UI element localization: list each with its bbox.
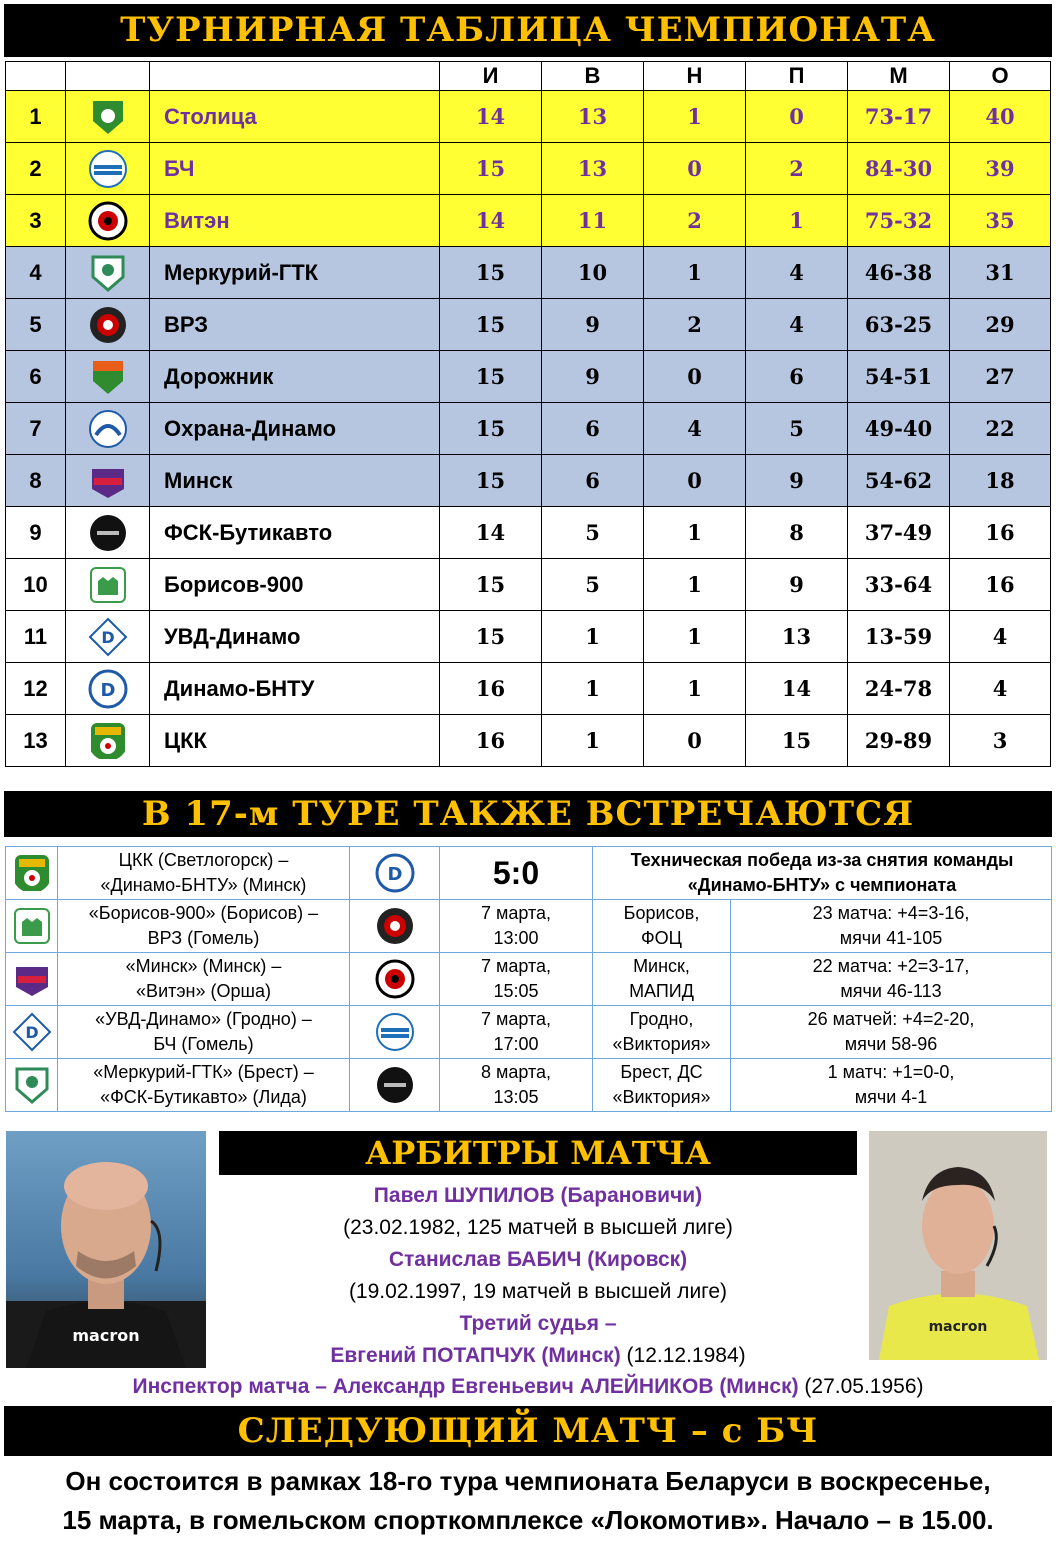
team-name: УВД-Динамо xyxy=(150,611,440,663)
drawn: 1 xyxy=(644,611,746,663)
position: 5 xyxy=(6,299,66,351)
drawn: 4 xyxy=(644,403,746,455)
bch-logo-cell xyxy=(350,1006,440,1059)
won: 10 xyxy=(542,247,644,299)
team-name: Меркурий-ГТК xyxy=(150,247,440,299)
won: 13 xyxy=(542,143,644,195)
won: 9 xyxy=(542,299,644,351)
standings-row xyxy=(6,299,1051,351)
team-name: Дорожник xyxy=(150,351,440,403)
match-stat-line1: 1 матч: +1=0-0, xyxy=(827,1062,955,1082)
points: 18 xyxy=(950,455,1051,507)
standings-row xyxy=(6,403,1051,455)
match-teams xyxy=(58,953,350,1006)
viten-logo-cell xyxy=(350,953,440,1006)
position: 1 xyxy=(6,91,66,143)
match-where xyxy=(593,953,731,1006)
match-date: 7 марта, xyxy=(480,956,552,976)
played: 14 xyxy=(440,507,542,559)
ckk-logo-cell xyxy=(6,847,58,900)
match-city: Гродно, xyxy=(629,1009,694,1029)
dorozhnik-logo-icon xyxy=(66,357,149,397)
match-stat-line1: 23 матча: +4=3-16, xyxy=(812,903,970,923)
played: 14 xyxy=(440,91,542,143)
header-won: В xyxy=(542,62,644,91)
lost: 14 xyxy=(746,663,848,715)
goals: 63-25 xyxy=(848,299,950,351)
team-logo xyxy=(66,247,150,299)
match-where xyxy=(593,1059,731,1112)
svg-text:D: D xyxy=(387,864,402,885)
team-logo xyxy=(66,91,150,143)
points: 4 xyxy=(950,663,1051,715)
match-city: Борисов, xyxy=(623,903,700,923)
goals: 33-64 xyxy=(848,559,950,611)
position: 12 xyxy=(6,663,66,715)
lost: 8 xyxy=(746,507,848,559)
lost: 0 xyxy=(746,91,848,143)
points: 27 xyxy=(950,351,1051,403)
borisov-logo-icon xyxy=(12,906,52,946)
next-match-title: СЛЕДУЮЩИЙ МАТЧ – с БЧ xyxy=(4,1406,1052,1456)
drawn: 2 xyxy=(644,195,746,247)
match-row-2 xyxy=(6,953,1052,1006)
third-referee-name: Евгений ПОТАПЧУК (Минск) xyxy=(330,1344,621,1367)
match-teams xyxy=(58,1006,350,1059)
team-name: БЧ xyxy=(150,143,440,195)
match-teams xyxy=(58,1059,350,1112)
svg-text:D: D xyxy=(24,1023,39,1042)
points: 39 xyxy=(950,143,1051,195)
position: 11 xyxy=(6,611,66,663)
svg-text:D: D xyxy=(100,627,115,647)
inspector xyxy=(60,1371,996,1403)
match-time: 13:00 xyxy=(493,928,539,948)
match-row-first xyxy=(6,847,1052,900)
match-stat-line2: мячи 41-105 xyxy=(839,928,943,948)
match-time: 15:05 xyxy=(493,981,539,1001)
vrz-logo-icon xyxy=(66,305,149,345)
minsk-logo-cell xyxy=(6,953,58,1006)
standings-row xyxy=(6,91,1051,143)
won: 1 xyxy=(542,611,644,663)
lost: 4 xyxy=(746,247,848,299)
team-logo xyxy=(66,663,150,715)
butikavto-logo-cell xyxy=(350,1059,440,1112)
uvd-logo-icon xyxy=(66,617,149,657)
match-where xyxy=(593,900,731,953)
third-referee-date: (12.12.1984) xyxy=(620,1344,746,1367)
played: 15 xyxy=(440,247,542,299)
referee-photo-right xyxy=(869,1131,1047,1360)
drawn: 2 xyxy=(644,299,746,351)
goals: 54-62 xyxy=(848,455,950,507)
referee-1-info: (23.02.1982, 125 матчей в высшей лиге) xyxy=(343,1216,733,1239)
lost: 6 xyxy=(746,351,848,403)
position: 9 xyxy=(6,507,66,559)
match-date: 7 марта, xyxy=(480,1009,552,1029)
standings-row xyxy=(6,507,1051,559)
goals: 29-89 xyxy=(848,715,950,767)
match-when xyxy=(440,953,593,1006)
lost: 9 xyxy=(746,559,848,611)
goals: 46-38 xyxy=(848,247,950,299)
standings-row xyxy=(6,247,1051,299)
played: 15 xyxy=(440,299,542,351)
round-matches-table xyxy=(5,846,1052,1112)
match-stat xyxy=(731,1059,1052,1112)
drawn: 1 xyxy=(644,247,746,299)
team-name: Борисов-900 xyxy=(150,559,440,611)
svg-text:D: D xyxy=(100,679,115,701)
standings-row xyxy=(6,663,1051,715)
dinamo-bntu-logo-cell xyxy=(350,847,440,900)
team-logo xyxy=(66,611,150,663)
match-city: Минск, xyxy=(633,956,690,976)
standings-row xyxy=(6,455,1051,507)
won: 5 xyxy=(542,507,644,559)
played: 16 xyxy=(440,663,542,715)
match-teams-line2: ВРЗ (Гомель) xyxy=(147,928,260,948)
match-note xyxy=(593,847,1052,900)
drawn: 0 xyxy=(644,351,746,403)
match-row-1 xyxy=(6,900,1052,953)
played: 15 xyxy=(440,403,542,455)
played: 14 xyxy=(440,195,542,247)
bch-logo-icon xyxy=(66,149,149,189)
team-logo xyxy=(66,351,150,403)
position: 3 xyxy=(6,195,66,247)
standings-row xyxy=(6,143,1051,195)
played: 15 xyxy=(440,611,542,663)
match-teams-line2: «ФСК-Бутикавто» (Лида) xyxy=(100,1087,307,1107)
butikavto-logo-icon xyxy=(66,513,149,553)
match-teams xyxy=(58,847,350,900)
played: 15 xyxy=(440,351,542,403)
merkuriy-logo-icon xyxy=(66,253,149,293)
photo-right-brand: macron xyxy=(928,1319,988,1335)
played: 15 xyxy=(440,559,542,611)
header-pos xyxy=(6,62,66,91)
won: 9 xyxy=(542,351,644,403)
match-row-4 xyxy=(6,1059,1052,1112)
merkuriy-logo-icon xyxy=(12,1065,52,1105)
match-time: 17:00 xyxy=(493,1034,539,1054)
points: 22 xyxy=(950,403,1051,455)
third-referee-label: Третий судья – xyxy=(459,1312,617,1335)
won: 13 xyxy=(542,91,644,143)
lost: 4 xyxy=(746,299,848,351)
team-logo xyxy=(66,507,150,559)
match-stat-line1: 22 матча: +2=3-17, xyxy=(812,956,970,976)
points: 16 xyxy=(950,507,1051,559)
merkuriy-logo-cell xyxy=(6,1059,58,1112)
goals: 84-30 xyxy=(848,143,950,195)
borisov-logo-cell xyxy=(6,900,58,953)
dinamo-bntu-logo-icon xyxy=(66,669,149,709)
team-logo xyxy=(66,403,150,455)
position: 2 xyxy=(6,143,66,195)
match-time: 13:05 xyxy=(493,1087,539,1107)
uvd-dinamo-logo-icon xyxy=(12,1012,52,1052)
position: 13 xyxy=(6,715,66,767)
match-stat-line2: мячи 58-96 xyxy=(844,1034,938,1054)
viten-logo-icon xyxy=(375,959,415,999)
points: 4 xyxy=(950,611,1051,663)
played: 15 xyxy=(440,143,542,195)
drawn: 1 xyxy=(644,91,746,143)
match-when xyxy=(440,1059,593,1112)
inspector-date: (27.05.1956) xyxy=(798,1375,924,1398)
played: 16 xyxy=(440,715,542,767)
referee-portrait-right-icon xyxy=(869,1131,1047,1360)
next-match-line2: 15 марта, в гомельском спорткомплексе «Локомотив». Начало – в 15.00. xyxy=(62,1505,994,1535)
referee-1-name: Павел ШУПИЛОВ (Барановичи) xyxy=(373,1184,703,1207)
match-note-line1: Техническая победа из-за снятия команды xyxy=(630,850,1014,870)
minsk-logo-icon xyxy=(12,959,52,999)
drawn: 1 xyxy=(644,507,746,559)
match-stat-line1: 26 матчей: +4=2-20, xyxy=(807,1009,975,1029)
won: 5 xyxy=(542,559,644,611)
standings-row xyxy=(6,195,1051,247)
team-logo xyxy=(66,559,150,611)
drawn: 1 xyxy=(644,663,746,715)
bch-logo-icon xyxy=(375,1012,415,1052)
team-logo xyxy=(66,299,150,351)
match-teams-line1: «УВД-Динамо» (Гродно) – xyxy=(95,1009,312,1029)
match-when xyxy=(440,900,593,953)
standings-title: ТУРНИРНАЯ ТАБЛИЦА ЧЕМПИОНАТА xyxy=(4,4,1052,57)
position: 4 xyxy=(6,247,66,299)
standings-row xyxy=(6,715,1051,767)
header-team xyxy=(150,62,440,91)
position: 7 xyxy=(6,403,66,455)
match-teams-line2: «Витэн» (Орша) xyxy=(136,981,271,1001)
drawn: 0 xyxy=(644,143,746,195)
borisov-logo-icon xyxy=(66,565,149,605)
points: 29 xyxy=(950,299,1051,351)
dinamo-logo-icon xyxy=(375,853,415,893)
goals: 75-32 xyxy=(848,195,950,247)
match-date: 8 марта, xyxy=(480,1062,552,1082)
standings-row xyxy=(6,611,1051,663)
header-drawn: Н xyxy=(644,62,746,91)
goals: 24-78 xyxy=(848,663,950,715)
points: 31 xyxy=(950,247,1051,299)
match-teams-line1: «Борисов-900» (Борисов) – xyxy=(88,903,319,923)
standings-row xyxy=(6,559,1051,611)
drawn: 0 xyxy=(644,455,746,507)
position: 10 xyxy=(6,559,66,611)
header-points: О xyxy=(950,62,1051,91)
points: 35 xyxy=(950,195,1051,247)
match-stat xyxy=(731,900,1052,953)
header-goals: М xyxy=(848,62,950,91)
match-date: 7 марта, xyxy=(480,903,552,923)
match-venue: МАПИД xyxy=(629,981,694,1001)
team-name: ЦКК xyxy=(150,715,440,767)
goals: 13-59 xyxy=(848,611,950,663)
referees-title: АРБИТРЫ МАТЧА xyxy=(219,1131,857,1175)
points: 40 xyxy=(950,91,1051,143)
uvd-logo-cell xyxy=(6,1006,58,1059)
vrz-logo-cell xyxy=(350,900,440,953)
ckk-logo-icon xyxy=(12,853,52,893)
won: 1 xyxy=(542,663,644,715)
lost: 5 xyxy=(746,403,848,455)
referee-photo-left xyxy=(6,1131,206,1368)
lost: 9 xyxy=(746,455,848,507)
round-title: В 17-м ТУРЕ ТАКЖЕ ВСТРЕЧАЮТСЯ xyxy=(4,791,1052,837)
match-stat xyxy=(731,953,1052,1006)
header-lost: П xyxy=(746,62,848,91)
match-venue: ФОЦ xyxy=(640,928,682,948)
team-name: Минск xyxy=(150,455,440,507)
team-logo xyxy=(66,195,150,247)
inspector-name: Инспектор матча – Александр Евгеньевич АЛЕЙНИКОВ (Минск) xyxy=(132,1375,799,1398)
points: 3 xyxy=(950,715,1051,767)
match-row-3 xyxy=(6,1006,1052,1059)
team-name: Динамо-БНТУ xyxy=(150,663,440,715)
won: 6 xyxy=(542,403,644,455)
header-logo xyxy=(66,62,150,91)
match-stat-line2: мячи 46-113 xyxy=(840,981,942,1001)
viten-logo-icon xyxy=(66,201,149,241)
minsk-logo-icon xyxy=(66,461,149,501)
standings-header-row xyxy=(6,62,1051,91)
goals: 73-17 xyxy=(848,91,950,143)
match-teams-line2: «Динамо-БНТУ» (Минск) xyxy=(100,875,307,895)
match-teams-line1: ЦКК (Светлогорск) – xyxy=(118,850,289,870)
butikavto-logo-icon xyxy=(375,1065,415,1105)
match-when xyxy=(440,1006,593,1059)
position: 8 xyxy=(6,455,66,507)
referee-portrait-left-icon xyxy=(6,1131,206,1368)
match-venue: «Виктория» xyxy=(612,1034,711,1054)
stolitsa-logo-icon xyxy=(66,97,149,137)
team-name: ВРЗ xyxy=(150,299,440,351)
goals: 54-51 xyxy=(848,351,950,403)
lost: 13 xyxy=(746,611,848,663)
drawn: 1 xyxy=(644,559,746,611)
match-stat-line2: мячи 4-1 xyxy=(854,1087,928,1107)
goals: 37-49 xyxy=(848,507,950,559)
standings-table xyxy=(5,61,1051,767)
won: 11 xyxy=(542,195,644,247)
lost: 1 xyxy=(746,195,848,247)
team-name: Витэн xyxy=(150,195,440,247)
third-referee xyxy=(219,1340,857,1372)
match-teams-line1: «Меркурий-ГТК» (Брест) – xyxy=(93,1062,314,1082)
next-match-line1: Он состоится в рамках 18-го тура чемпионата Беларуси в воскресенье, xyxy=(65,1466,991,1496)
won: 6 xyxy=(542,455,644,507)
vrz-logo-icon xyxy=(375,906,415,946)
okhrana-logo-icon xyxy=(66,409,149,449)
goals: 49-40 xyxy=(848,403,950,455)
lost: 15 xyxy=(746,715,848,767)
match-stat xyxy=(731,1006,1052,1059)
won: 1 xyxy=(542,715,644,767)
team-name: Охрана-Динамо xyxy=(150,403,440,455)
lost: 2 xyxy=(746,143,848,195)
photo-left-brand: macron xyxy=(72,1326,140,1345)
points: 16 xyxy=(950,559,1051,611)
match-venue: «Виктория» xyxy=(612,1087,711,1107)
match-teams-line1: «Минск» (Минск) – xyxy=(125,956,282,976)
played: 15 xyxy=(440,455,542,507)
ckk-logo-icon xyxy=(66,721,149,761)
match-score: 5:0 xyxy=(440,847,593,900)
match-teams-line2: БЧ (Гомель) xyxy=(153,1034,254,1054)
team-logo xyxy=(66,455,150,507)
team-logo xyxy=(66,715,150,767)
referee-2-name: Станислав БАБИЧ (Кировск) xyxy=(388,1248,688,1271)
match-note-line2: «Динамо-БНТУ» с чемпионата xyxy=(687,875,957,895)
team-logo xyxy=(66,143,150,195)
position: 6 xyxy=(6,351,66,403)
team-name: Столица xyxy=(150,91,440,143)
match-teams xyxy=(58,900,350,953)
header-played: И xyxy=(440,62,542,91)
drawn: 0 xyxy=(644,715,746,767)
match-city: Брест, ДС xyxy=(620,1062,703,1082)
match-where xyxy=(593,1006,731,1059)
team-name: ФСК-Бутикавто xyxy=(150,507,440,559)
referee-2-info: (19.02.1997, 19 матчей в высшей лиге) xyxy=(348,1280,728,1303)
standings-row xyxy=(6,351,1051,403)
